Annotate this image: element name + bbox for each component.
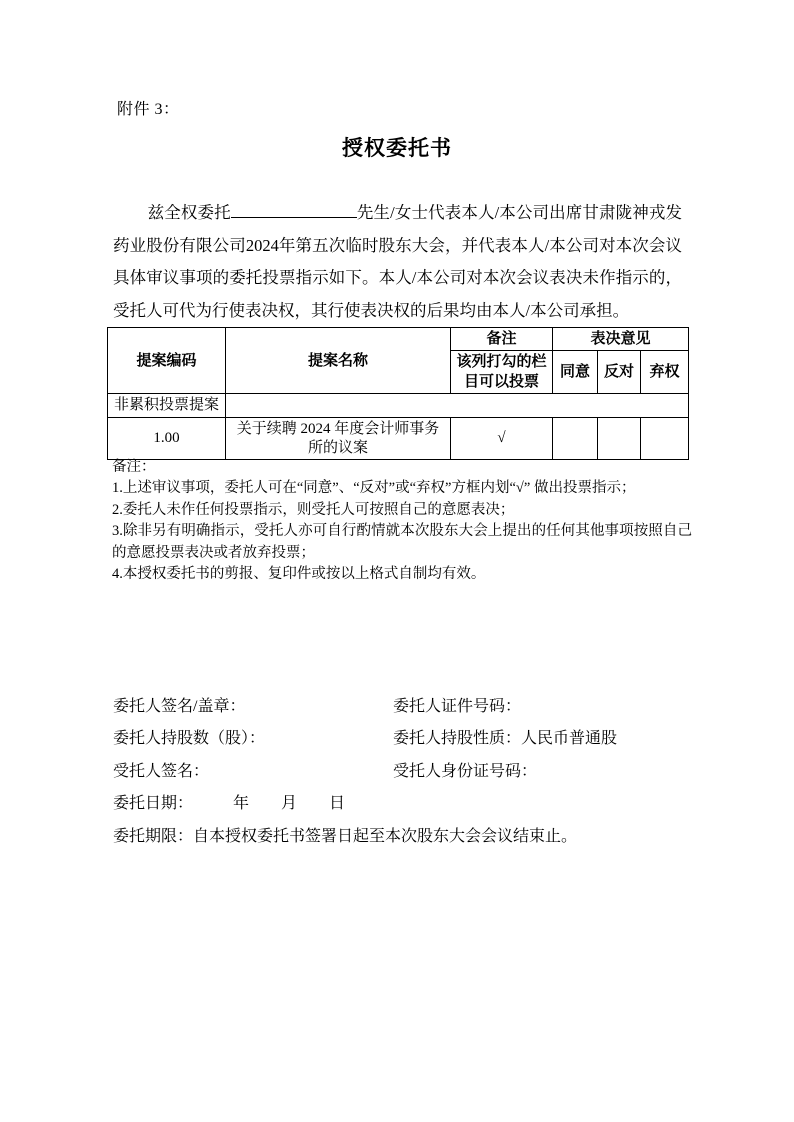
notes-section: [112, 457, 692, 585]
note-item-4: 4.本授权委托书的剪报、复印件或按以上格式自制均有效。: [112, 566, 486, 583]
principal-id-label: 委托人证件号码：: [393, 697, 522, 715]
oppose-vote-cell: [598, 418, 641, 460]
section-row-label: 非累积投票提案: [108, 394, 226, 418]
notes-title: 备注：: [112, 459, 156, 475]
intro-text-after-blank: 先生/女士代表本人/本公司出席甘肃陇神戎发药业股份有限公司2024年第五次临时股东大会，并代表本人/本公司对本次会议具体审议事项的委托投票指示如下。本人/本公司对本次会议表决未作指示的，受托人可代为行使表决权，其行使表决权的后果均由本人/本公司承担。: [113, 203, 683, 320]
header-remark: 备注: [451, 328, 553, 351]
signature-section: [113, 688, 713, 851]
proxy-term-line: 委托期限：自本授权委托书签署日起至本次股东大会会议结束止。: [113, 827, 578, 845]
header-oppose: 反对: [598, 351, 641, 394]
note-item-2: 2.委托人未作任何投票指示，则受托人可按照自己的意愿表决；: [112, 501, 515, 518]
proposal-code-cell: 1.00: [108, 418, 226, 460]
header-vote-opinion: 表决意见: [553, 328, 689, 351]
abstain-vote-cell: [641, 418, 689, 460]
proxy-name-blank: [231, 202, 357, 218]
proxy-date-line: 委托日期： 年 月 日: [113, 795, 346, 813]
header-proposal-code: 提案编码: [108, 328, 226, 394]
trustee-id-label: 受托人身份证号码：: [393, 762, 538, 780]
intro-paragraph: [113, 197, 682, 327]
trustee-signature-label: 受托人签名：: [113, 762, 210, 780]
header-agree: 同意: [553, 351, 598, 394]
note-item-3: 3.除非另有明确指示，受托人亦可自行酌情就本次股东大会上提出的任何其他事项按照自己的意愿投票表决或者放弃投票；: [112, 523, 692, 561]
agree-vote-cell: [553, 418, 598, 460]
remark-checkmark-cell: √: [451, 418, 553, 460]
note-item-1: 1.上述审议事项，委托人可在“同意”、“反对”或“弃权”方框内划“√” 做出投票指示；: [112, 480, 636, 497]
principal-signature-label: 委托人签名/盖章：: [113, 697, 246, 715]
proposal-name-cell: 关于续聘 2024 年度会计师事务所的议案: [226, 418, 451, 460]
section-row-empty: [226, 394, 689, 418]
page-title: 授权委托书: [342, 136, 452, 160]
header-remark-note: 该列打勾的栏目可以投票: [451, 351, 553, 394]
header-abstain: 弃权: [641, 351, 689, 394]
voting-table: [107, 327, 689, 460]
principal-shares-label: 委托人持股数（股）：: [113, 730, 266, 748]
header-proposal-name: 提案名称: [226, 328, 451, 394]
attachment-label: 附件 3：: [117, 101, 180, 118]
table-row: [108, 418, 689, 460]
intro-text-before-blank: 兹全权委托: [147, 203, 231, 222]
principal-share-type-label: 委托人持股性质：人民币普通股: [393, 730, 618, 748]
